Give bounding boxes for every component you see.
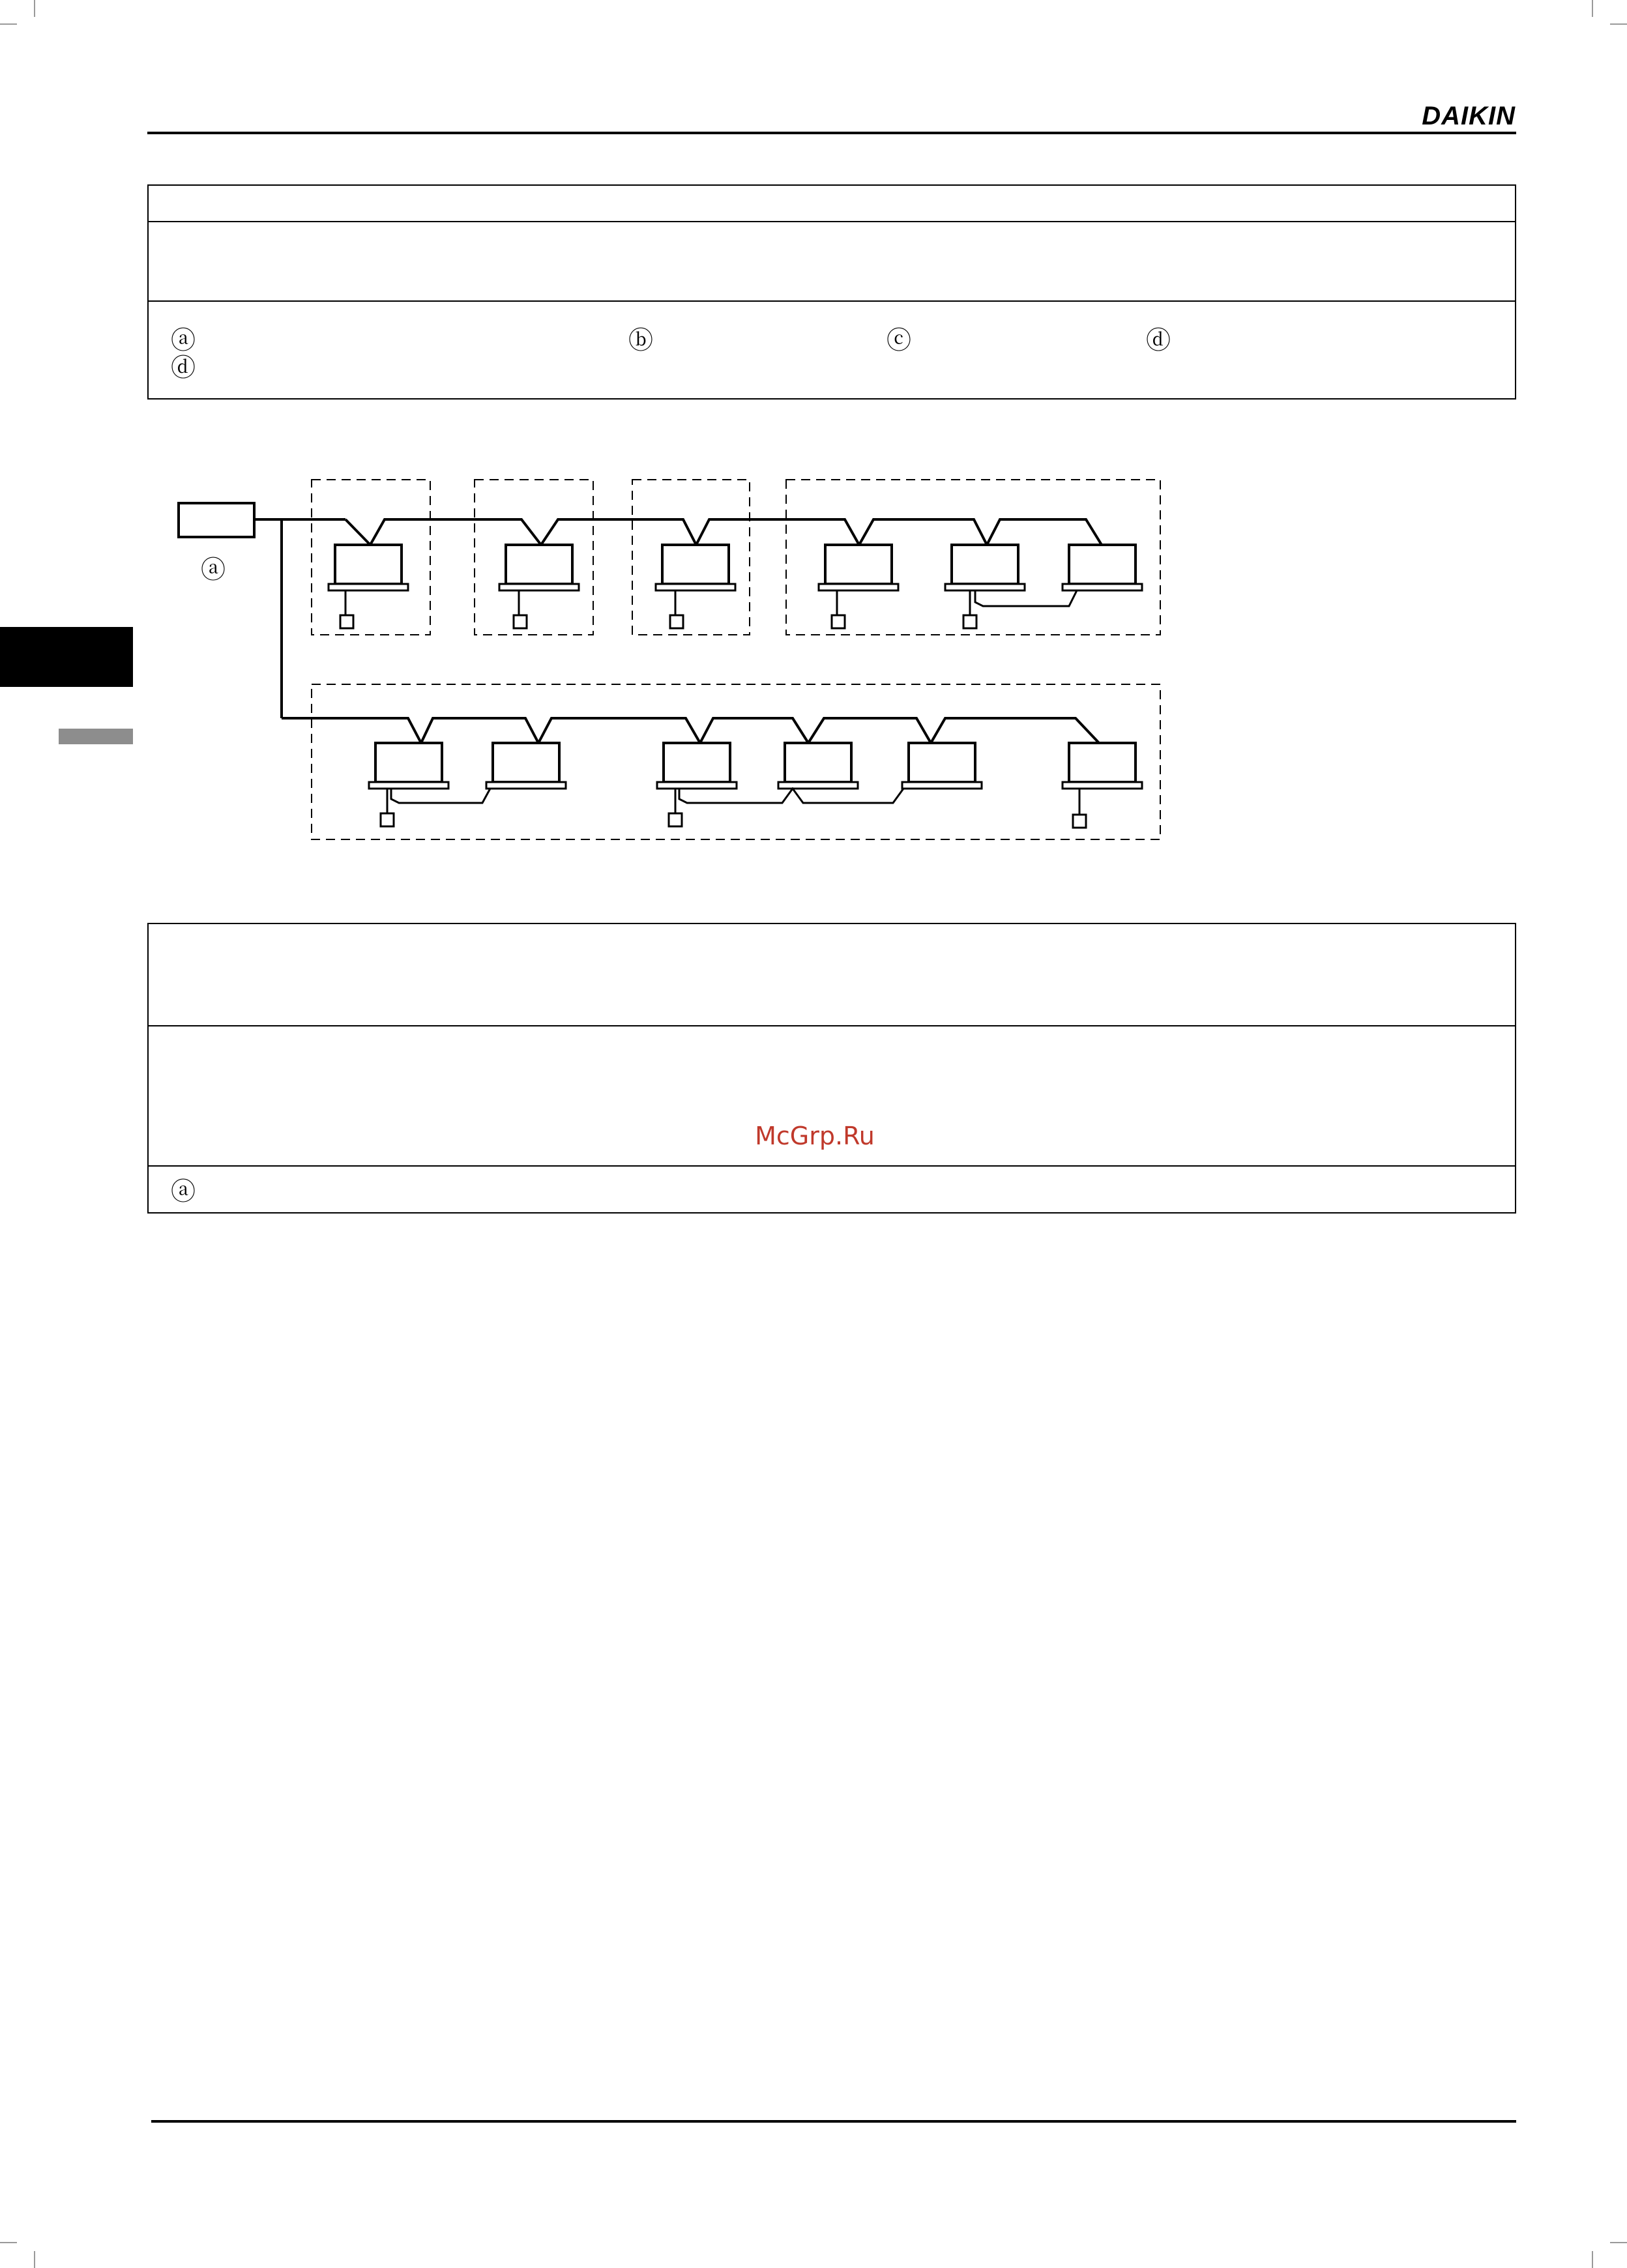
indoor-unit [375, 743, 442, 782]
indoor-unit-panel [945, 584, 1025, 590]
indoor-unit-panel [1063, 782, 1142, 789]
crop-mark [1610, 2242, 1627, 2243]
remote-controller [514, 615, 527, 628]
central-controller [179, 503, 254, 537]
indoor-unit-panel [369, 782, 448, 789]
indoor-unit-panel [656, 584, 735, 590]
daikin-logo: DAIKIN [1422, 102, 1516, 130]
watermark: McGrp.Ru [755, 1122, 875, 1150]
remote-controller [670, 615, 683, 628]
indoor-unit [335, 545, 402, 584]
legend-marker-d: ⓓ [1146, 326, 1171, 355]
notes-row-divider [147, 1025, 1516, 1026]
indoor-unit-panel [1063, 584, 1142, 590]
remote-controller [340, 615, 353, 628]
indoor-unit-panel [819, 584, 898, 590]
wiring-diagram [0, 0, 1627, 912]
remote-controller [381, 813, 394, 826]
indoor-unit [1069, 545, 1136, 584]
indoor-unit [785, 743, 851, 782]
indoor-unit-panel [657, 782, 737, 789]
indoor-unit [664, 743, 730, 782]
legend-marker-c: ⓒ [887, 326, 912, 355]
crop-mark [1592, 2251, 1593, 2268]
indoor-unit-panel [329, 584, 408, 590]
indoor-unit [1069, 743, 1136, 782]
indoor-unit [952, 545, 1018, 584]
remote-controller [669, 813, 682, 826]
notes-marker-a: ⓐ [171, 1177, 196, 1206]
legend-marker-d-second: ⓓ [171, 353, 196, 382]
crop-mark [34, 2251, 35, 2268]
controller-label: ⓐ [201, 555, 226, 584]
notes-row-divider [147, 1165, 1516, 1167]
indoor-unit [493, 743, 559, 782]
remote-controller [1073, 815, 1086, 828]
indoor-unit-panel [486, 782, 566, 789]
indoor-unit [825, 545, 892, 584]
footer-rule [151, 2120, 1516, 2123]
indoor-unit [662, 545, 729, 584]
crop-mark [0, 2242, 17, 2243]
indoor-unit [506, 545, 572, 584]
indoor-unit [909, 743, 975, 782]
indoor-unit-panel [499, 584, 579, 590]
remote-controller [832, 615, 845, 628]
indoor-unit-panel [778, 782, 858, 789]
notes-table [147, 923, 1516, 1214]
legend-marker-a: ⓐ [171, 326, 196, 355]
remote-controller [963, 615, 976, 628]
legend-marker-b: ⓑ [628, 326, 654, 355]
indoor-unit-panel [902, 782, 982, 789]
